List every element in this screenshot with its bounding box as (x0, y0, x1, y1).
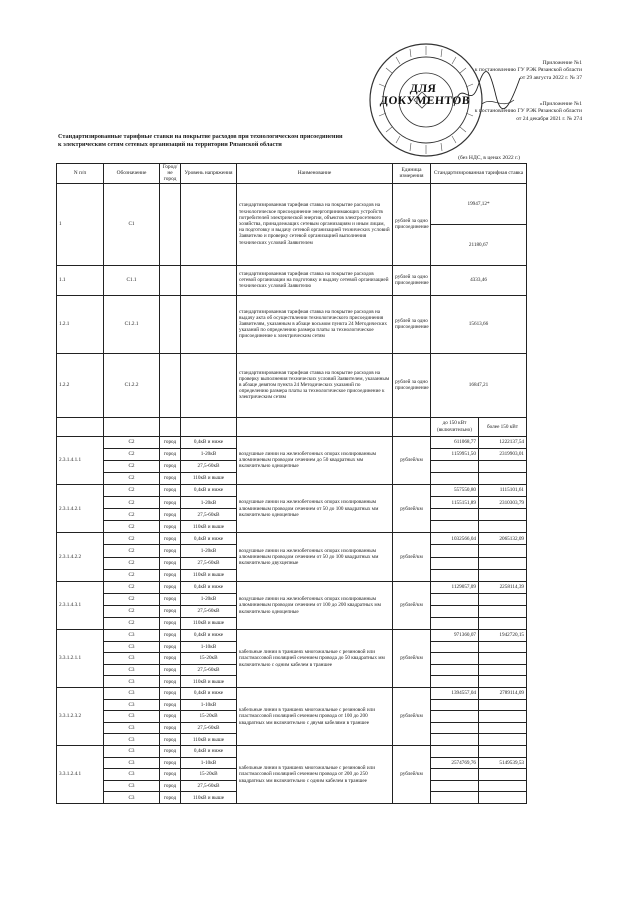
row-code: С2 (104, 569, 160, 581)
rate-low: 1155151,89 (431, 497, 479, 509)
rate-low: 1032566,04 (431, 533, 479, 545)
row-code: С1.2.1 (104, 295, 160, 353)
row-code: С3 (104, 688, 160, 700)
group-no: 3.3.1.2.4.1 (57, 746, 104, 804)
row-city: город (160, 521, 181, 533)
rate-high (479, 593, 527, 605)
row-no: 1 (57, 183, 104, 265)
group-unit: рублей/км (393, 484, 431, 532)
row-code: С2 (104, 533, 160, 545)
rate-high: 1222137,54 (479, 436, 527, 448)
row-voltage: 110кВ и выше (181, 521, 237, 533)
row-name: стандартизированная тарифная ставка на покрытие расходов на технологическое присоединение энергопринимающих устройств потребителей электрической энергии, объектов электросетевого хозяйства, принадлежащих сетевым организациям и иным лицам, на подготовку и выдачу сетевой организацией технических условий Заявителю и проверку сетевой организацией выполнения технических условий Заявителем (237, 183, 393, 265)
row-city: город (160, 581, 181, 593)
appendix-1-line-1: Приложение №1 (542, 60, 582, 66)
row-city: город (160, 472, 181, 484)
appendix-1-line-2: к постановлению ГУ РЭК Рязанской области (474, 67, 582, 74)
row-code: С2 (104, 593, 160, 605)
group-unit: рублей/км (393, 436, 431, 484)
empty-cell (104, 417, 160, 436)
group-unit: рублей/км (393, 746, 431, 804)
row-code: С2 (104, 581, 160, 593)
row-city: город (160, 769, 181, 781)
rate-low (431, 545, 479, 557)
rate-low (431, 460, 479, 472)
row-city: город (160, 569, 181, 581)
row-voltage: 1-20кВ (181, 497, 237, 509)
stamp-line-2: ДОКУМЕНТОВ (379, 95, 471, 107)
row-city: город (160, 699, 181, 711)
group-name: кабельные линии в траншеях многожильные с резиновой или пластмассовой изоляцией сечением провода от 100 до 200 квадратных мм включительно с двумя кабелями в траншее (237, 688, 393, 746)
group-unit: рублей/км (393, 533, 431, 581)
row-no: 1.2.2 (57, 353, 104, 417)
rate-high (479, 557, 527, 569)
rate-high (479, 699, 527, 711)
row-voltage: 1-10кВ (181, 757, 237, 769)
group-name: воздушные линии на железобетонных опорах изолированным алюминиевым проводом сечением от 100 до 200 квадратных мм включительно одноцепные (237, 581, 393, 629)
row-code: С3 (104, 734, 160, 746)
rate-high (479, 653, 527, 665)
rate-low: 557550,80 (431, 484, 479, 496)
row-voltage: 110кВ и выше (181, 569, 237, 581)
rate-high (479, 792, 527, 804)
rate-low: 1394557,04 (431, 688, 479, 700)
row-voltage: 15-20кВ (181, 653, 237, 665)
stamp-line-1: ДЛЯ (409, 83, 437, 95)
rate-high (479, 780, 527, 792)
row-voltage: 1-20кВ (181, 448, 237, 460)
row-city (160, 353, 181, 417)
rate-high (479, 569, 527, 581)
row-voltage: 27,5-60кВ (181, 664, 237, 676)
row-city: город (160, 630, 181, 642)
appendix-2-line-3: от 24 декабря 2021 г. № 274 (516, 115, 582, 122)
empty-cell (181, 417, 237, 436)
row-city (160, 265, 181, 295)
table-row (57, 183, 527, 224)
rate-high: 1115101,61 (479, 484, 527, 496)
rate-low: 1129057,09 (431, 581, 479, 593)
power-header-low: до 150 кВт (включительно) (431, 417, 479, 436)
table-row (57, 484, 527, 496)
group-name: кабельные линии в траншеях многожильные с резиновой или пластмассовой изоляцией сечением провода от 200 до 250 квадратных мм включительно с одним кабелем в траншее (237, 746, 393, 804)
header-unit: Единица измерения (393, 164, 431, 184)
row-unit: рублей за одно присоединение (393, 353, 431, 417)
table-row (57, 295, 527, 353)
row-city: город (160, 460, 181, 472)
row-voltage: 0,4кВ и ниже (181, 533, 237, 545)
row-code: С2 (104, 509, 160, 521)
rate-low (431, 664, 479, 676)
row-city: город (160, 757, 181, 769)
row-value: 4333,46 (431, 265, 527, 295)
row-code: С3 (104, 746, 160, 758)
row-unit: рублей за одно присоединение (393, 295, 431, 353)
row-value-1: 19947,12* (431, 183, 527, 224)
table-row (57, 746, 527, 758)
rate-high (479, 509, 527, 521)
row-code: С2 (104, 472, 160, 484)
row-value: 15613,66 (431, 295, 527, 353)
row-name: стандартизированная тарифная ставка на покрытие расходов на проверку выполнения технических условий Заявителем, указанным в абзаце девятом пункта 24 Методических указаний по определению размера платы за технологическое присоединение к электрическим сетям (237, 353, 393, 417)
appendix-2-line-1: «Приложение №1 (539, 101, 582, 107)
row-code: С3 (104, 699, 160, 711)
empty-cell (160, 417, 181, 436)
header-rate: Стандартизированная тарифная ставка (431, 164, 527, 184)
table-row (57, 265, 527, 295)
row-voltage: 1-10кВ (181, 699, 237, 711)
row-voltage: 27,5-60кВ (181, 605, 237, 617)
empty-cell (57, 417, 104, 436)
title-line-1: Стандартизированные тарифные ставки на покрытие расходов при технологическом присоединении (58, 133, 343, 140)
row-code: С2 (104, 545, 160, 557)
group-no: 2.3.1.4.3.1 (57, 581, 104, 629)
row-city: город (160, 711, 181, 723)
row-city: город (160, 734, 181, 746)
rate-low: 611068,77 (431, 436, 479, 448)
row-code: С1 (104, 183, 160, 265)
group-no: 2.3.1.4.2.2 (57, 533, 104, 581)
rate-high (479, 734, 527, 746)
row-code: С3 (104, 664, 160, 676)
rate-low (431, 711, 479, 723)
group-unit: рублей/км (393, 688, 431, 746)
rate-low (431, 569, 479, 581)
row-city: город (160, 792, 181, 804)
row-city (160, 295, 181, 353)
appendix-2-line-2: к постановлению ГУ РЭК Рязанской области (474, 108, 582, 115)
row-city: город (160, 653, 181, 665)
row-voltage: 110кВ и выше (181, 676, 237, 688)
row-code: С2 (104, 618, 160, 630)
rate-low: 971360,07 (431, 630, 479, 642)
row-voltage: 0,4кВ и ниже (181, 581, 237, 593)
rate-low (431, 722, 479, 734)
row-city: город (160, 605, 181, 617)
row-city: город (160, 780, 181, 792)
row-name: стандартизированная тарифная ставка на покрытие расходов сетевой организации на подготовку и выдачу сетевой организацией технических условий Заявителю (237, 265, 393, 295)
row-voltage: 15-20кВ (181, 711, 237, 723)
group-name: кабельные линии в траншеях многожильные с резиновой или пластмассовой изоляцией сечением провода до 50 квадратных мм включительно с одним кабелем в траншее (237, 630, 393, 688)
appendix-header-previous (475, 101, 582, 123)
rate-high: 5149539,53 (479, 757, 527, 769)
row-code: С3 (104, 641, 160, 653)
row-code: С1.2.2 (104, 353, 160, 417)
group-no: 2.3.1.4.1.1 (57, 436, 104, 484)
row-voltage: 110кВ и выше (181, 472, 237, 484)
table-row (57, 436, 527, 448)
vat-note: (без НДС, в ценах 2022 г.) (458, 155, 520, 161)
row-no: 1.1 (57, 265, 104, 295)
rate-low (431, 676, 479, 688)
appendix-header-current (475, 60, 582, 82)
row-city: город (160, 448, 181, 460)
row-voltage (181, 265, 237, 295)
row-voltage (181, 353, 237, 417)
header-voltage: Уровень напряжения (181, 164, 237, 184)
row-voltage: 110кВ и выше (181, 734, 237, 746)
rate-high (479, 711, 527, 723)
row-code: С3 (104, 780, 160, 792)
row-voltage: 1-10кВ (181, 641, 237, 653)
title-line-2: к электрическим сетям сетевых организаций на территории Рязанской области (58, 141, 282, 148)
row-no: 1.2.1 (57, 295, 104, 353)
row-city: город (160, 664, 181, 676)
row-code: С2 (104, 557, 160, 569)
row-value: 16847,21 (431, 353, 527, 417)
group-name: воздушные линии на железобетонных опорах изолированным алюминиевым проводом сечением от 50 до 100 квадратных мм включительно одноцепные (237, 484, 393, 532)
row-voltage: 1-20кВ (181, 545, 237, 557)
group-no: 3.3.1.2.1.1 (57, 630, 104, 688)
rate-high: 1942720,15 (479, 630, 527, 642)
rate-low (431, 746, 479, 758)
row-code: С2 (104, 484, 160, 496)
row-city: город (160, 484, 181, 496)
rate-high: 2310303,79 (479, 497, 527, 509)
row-code: С3 (104, 792, 160, 804)
row-code: С3 (104, 722, 160, 734)
rate-high: 2319903,01 (479, 448, 527, 460)
table-row (57, 581, 527, 593)
rate-low (431, 557, 479, 569)
row-voltage: 0,4кВ и ниже (181, 484, 237, 496)
rate-low (431, 699, 479, 711)
row-code: С2 (104, 436, 160, 448)
rate-high (479, 746, 527, 758)
row-city: город (160, 641, 181, 653)
group-no: 3.3.1.2.3.2 (57, 688, 104, 746)
group-unit: рублей/км (393, 581, 431, 629)
rate-low (431, 618, 479, 630)
group-unit: рублей/км (393, 630, 431, 688)
header-code: Обозначение (104, 164, 160, 184)
row-voltage (181, 183, 237, 265)
rate-high (479, 641, 527, 653)
row-city: город (160, 676, 181, 688)
row-code: С2 (104, 497, 160, 509)
row-voltage: 1-20кВ (181, 593, 237, 605)
row-city: город (160, 593, 181, 605)
rate-low (431, 605, 479, 617)
rate-low (431, 653, 479, 665)
rate-high (479, 460, 527, 472)
empty-cell (393, 417, 431, 436)
rate-high (479, 722, 527, 734)
group-no: 2.3.1.4.2.1 (57, 484, 104, 532)
row-voltage: 110кВ и выше (181, 618, 237, 630)
row-code: С3 (104, 653, 160, 665)
row-voltage: 27,5-60кВ (181, 780, 237, 792)
row-code: С1.1 (104, 265, 160, 295)
row-city: город (160, 746, 181, 758)
row-unit: рублей за одно присоединение (393, 265, 431, 295)
header-city: Город/не город (160, 164, 181, 184)
row-voltage: 15-20кВ (181, 769, 237, 781)
power-header-row (57, 417, 527, 436)
row-city: город (160, 436, 181, 448)
row-city: город (160, 497, 181, 509)
row-voltage: 110кВ и выше (181, 792, 237, 804)
row-city: город (160, 557, 181, 569)
table-header-row (57, 164, 527, 184)
row-city: город (160, 688, 181, 700)
table-row (57, 533, 527, 545)
rate-high (479, 521, 527, 533)
empty-cell (237, 417, 393, 436)
rate-low (431, 472, 479, 484)
rate-high (479, 618, 527, 630)
rate-high: 2258114,39 (479, 581, 527, 593)
row-city: город (160, 545, 181, 557)
row-unit: рублей за одно присоединение (393, 183, 431, 265)
row-city: город (160, 722, 181, 734)
row-code: С2 (104, 448, 160, 460)
row-code: С2 (104, 521, 160, 533)
group-name: воздушные линии на железобетонных опорах изолированным алюминиевым проводом сечением от 50 до 100 квадратных мм включительно двухцепные (237, 533, 393, 581)
row-voltage: 27,5-60кВ (181, 557, 237, 569)
row-voltage: 27,5-60кВ (181, 460, 237, 472)
rate-low (431, 593, 479, 605)
row-city: город (160, 509, 181, 521)
row-city (160, 183, 181, 265)
row-voltage: 27,5-60кВ (181, 722, 237, 734)
power-header-high: более 150 кВт (479, 417, 527, 436)
row-voltage: 27,5-60кВ (181, 509, 237, 521)
rate-low (431, 780, 479, 792)
rate-high (479, 664, 527, 676)
rate-high (479, 605, 527, 617)
rate-low (431, 792, 479, 804)
rate-low (431, 734, 479, 746)
row-code: С3 (104, 676, 160, 688)
row-city: город (160, 618, 181, 630)
row-name: стандартизированная тарифная ставка на покрытие расходов на выдачу акта об осуществлении технологического присоединения Заявителям, указанным в абзаце восьмом пункта 24 Методических указаний по определению размера платы за технологическое присоединение к электрическим сетям (237, 295, 393, 353)
rate-low: 1159951,50 (431, 448, 479, 460)
row-city: город (160, 533, 181, 545)
header-name: Наименование (237, 164, 393, 184)
rate-low (431, 641, 479, 653)
appendix-1-line-3: от 29 августа 2022 г. № 37 (519, 74, 582, 81)
rate-high (479, 769, 527, 781)
document-title (58, 133, 528, 149)
tariff-groups (57, 436, 527, 803)
header-no: N п/п (57, 164, 104, 184)
row-code: С2 (104, 460, 160, 472)
rate-low (431, 509, 479, 521)
row-voltage: 0,4кВ и ниже (181, 688, 237, 700)
tariff-table (56, 163, 527, 804)
rate-low (431, 769, 479, 781)
table-row (57, 630, 527, 642)
row-voltage: 0,4кВ и ниже (181, 746, 237, 758)
row-code: С3 (104, 769, 160, 781)
table-row (57, 353, 527, 417)
table-row (57, 688, 527, 700)
row-code: С2 (104, 605, 160, 617)
rate-low (431, 521, 479, 533)
row-code: С3 (104, 757, 160, 769)
rate-low: 2574769,76 (431, 757, 479, 769)
rate-high: 2789114,09 (479, 688, 527, 700)
rate-high (479, 545, 527, 557)
row-voltage: 0,4кВ и ниже (181, 436, 237, 448)
row-code: С3 (104, 711, 160, 723)
rate-high (479, 472, 527, 484)
row-value-2: 21180,67 (431, 224, 527, 265)
rate-high (479, 676, 527, 688)
row-voltage: 0,4кВ и ниже (181, 630, 237, 642)
rate-high: 2065132,09 (479, 533, 527, 545)
row-code: С3 (104, 630, 160, 642)
row-voltage (181, 295, 237, 353)
group-name: воздушные линии на железобетонных опорах изолированным алюминиевым проводом сечением до 50 квадратных мм включительно одноцепные (237, 436, 393, 484)
